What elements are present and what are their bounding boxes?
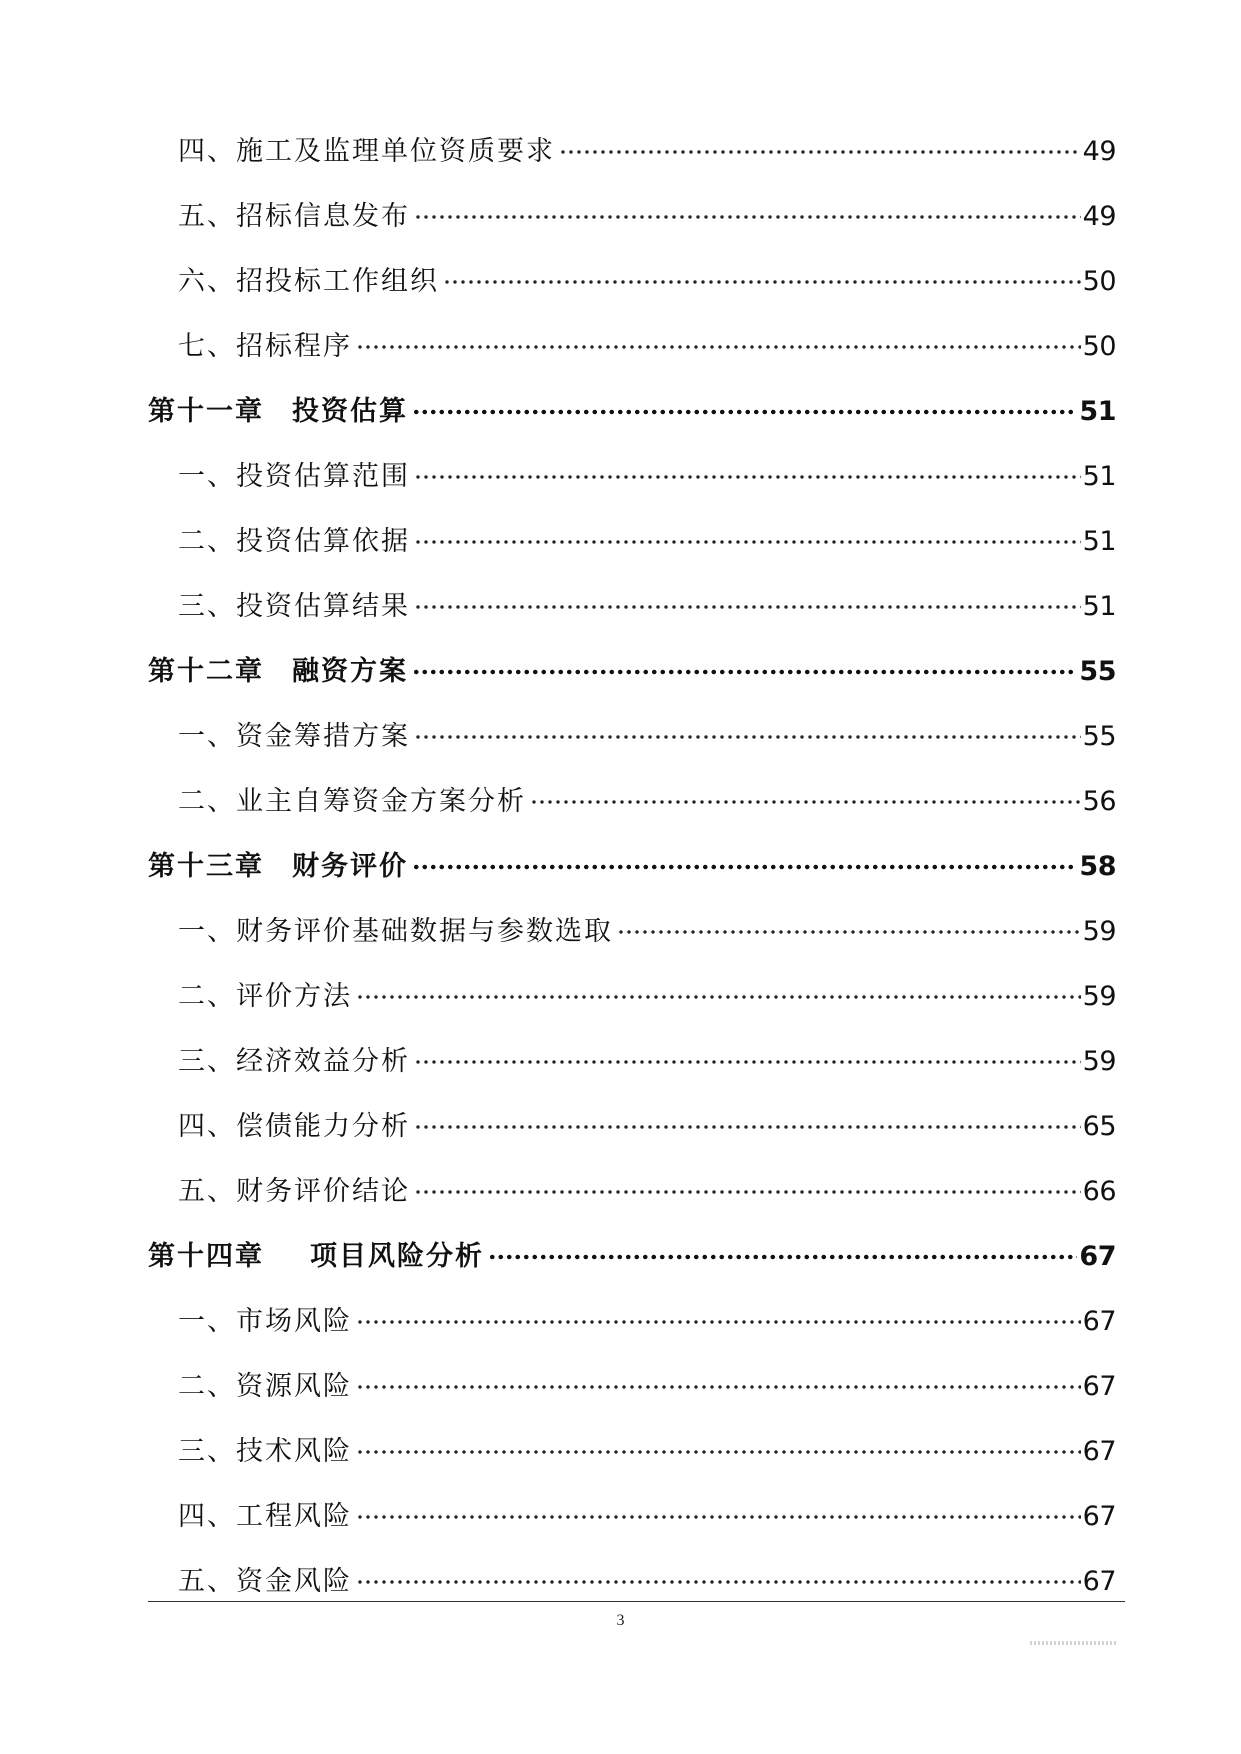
- chapter-title: 融资方案: [292, 656, 408, 687]
- dot-leader: [356, 333, 1081, 360]
- toc-entry-label: 二、投资估算依据: [178, 526, 410, 557]
- toc-entry[interactable]: [148, 1159, 1116, 1224]
- toc-entry[interactable]: [148, 1549, 1116, 1614]
- dot-leader: [356, 1438, 1081, 1465]
- dot-leader: [559, 138, 1081, 165]
- dot-leader: [414, 1048, 1081, 1075]
- toc-chapter-page: 67: [1079, 1241, 1116, 1272]
- toc-entry-page: 67: [1082, 1436, 1116, 1467]
- toc-entry[interactable]: [148, 1484, 1116, 1549]
- toc-entry[interactable]: [148, 314, 1116, 379]
- chapter-number: 第十四章: [148, 1241, 264, 1272]
- toc-entry[interactable]: [148, 704, 1116, 769]
- toc-entry[interactable]: [148, 574, 1116, 639]
- toc-entry[interactable]: [148, 249, 1116, 314]
- dot-leader: [356, 1568, 1081, 1595]
- toc-entry-page: 49: [1082, 201, 1116, 232]
- toc-entry-label: 一、资金筹措方案: [178, 721, 410, 752]
- dot-leader: [530, 788, 1081, 815]
- toc-entry-label: 二、资源风险: [178, 1371, 352, 1402]
- toc-entry-page: 59: [1082, 916, 1116, 947]
- toc-entry-page: 67: [1082, 1501, 1116, 1532]
- dot-leader: [356, 983, 1081, 1010]
- dot-leader: [412, 658, 1077, 685]
- toc-entry-label: 七、招标程序: [178, 331, 352, 362]
- dot-leader: [488, 1243, 1077, 1270]
- dot-leader: [414, 723, 1081, 750]
- toc-entry-label: 二、业主自筹资金方案分析: [178, 786, 526, 817]
- dot-leader: [414, 593, 1081, 620]
- dot-leader: [412, 398, 1077, 425]
- dot-leader: [414, 203, 1081, 230]
- dot-leader: [356, 1373, 1081, 1400]
- footer-divider: [148, 1601, 1125, 1602]
- toc-entry-label: 四、工程风险: [178, 1501, 352, 1532]
- chapter-number: 第十三章: [148, 851, 264, 882]
- toc-entry-label: 五、招标信息发布: [178, 201, 410, 232]
- dot-leader: [414, 1113, 1081, 1140]
- toc-entry-page: 65: [1082, 1111, 1116, 1142]
- toc-entry-page: 66: [1082, 1176, 1116, 1207]
- dot-leader: [412, 853, 1077, 880]
- toc-entry-label: 一、投资估算范围: [178, 461, 410, 492]
- toc-entry-page: 67: [1082, 1566, 1116, 1597]
- toc-chapter-label: [148, 398, 408, 425]
- chapter-title: 项目风险分析: [310, 1241, 484, 1272]
- footer-watermark: [1030, 1641, 1118, 1645]
- toc-entry-page: 59: [1082, 1046, 1116, 1077]
- toc-entry-label: 一、市场风险: [178, 1306, 352, 1337]
- toc-entry[interactable]: [148, 444, 1116, 509]
- toc-entry[interactable]: [148, 1354, 1116, 1419]
- toc-entry-label: 四、施工及监理单位资质要求: [178, 136, 555, 167]
- toc-entry[interactable]: [148, 899, 1116, 964]
- toc-entry-page: 50: [1082, 331, 1116, 362]
- toc-entry-page: 59: [1082, 981, 1116, 1012]
- dot-leader: [414, 528, 1081, 555]
- toc-entry-label: 一、财务评价基础数据与参数选取: [178, 916, 613, 947]
- toc-chapter-page: 51: [1079, 396, 1116, 427]
- toc-entry[interactable]: [148, 509, 1116, 574]
- toc-entry-label: 三、技术风险: [178, 1436, 352, 1467]
- dot-leader: [414, 463, 1081, 490]
- toc-entry-page: 51: [1082, 526, 1116, 557]
- dot-leader: [443, 268, 1081, 295]
- toc-entry[interactable]: [148, 769, 1116, 834]
- toc-entry-page: 56: [1082, 786, 1116, 817]
- chapter-number: 第十二章: [148, 656, 264, 687]
- dot-leader: [414, 1178, 1081, 1205]
- toc-chapter-entry[interactable]: [148, 1224, 1116, 1289]
- toc-entry-page: 67: [1082, 1371, 1116, 1402]
- toc-chapter-label: [148, 658, 408, 685]
- page-number: 3: [616, 1612, 625, 1629]
- toc-entry-page: 51: [1082, 591, 1116, 622]
- toc-entry-page: 67: [1082, 1306, 1116, 1337]
- dot-leader: [617, 918, 1081, 945]
- dot-leader: [356, 1503, 1081, 1530]
- toc-chapter-label: [148, 853, 408, 880]
- table-of-contents: [148, 119, 1116, 1614]
- toc-entry-label: 五、财务评价结论: [178, 1176, 410, 1207]
- toc-entry-page: 49: [1082, 136, 1116, 167]
- toc-chapter-entry[interactable]: [148, 834, 1116, 899]
- toc-entry-label: 四、偿债能力分析: [178, 1111, 410, 1142]
- toc-entry-label: 二、评价方法: [178, 981, 352, 1012]
- toc-chapter-page: 55: [1079, 656, 1116, 687]
- toc-chapter-label: [148, 1243, 484, 1270]
- toc-entry[interactable]: [148, 184, 1116, 249]
- toc-entry-page: 51: [1082, 461, 1116, 492]
- toc-entry-page: 55: [1082, 721, 1116, 752]
- toc-entry-label: 六、招投标工作组织: [178, 266, 439, 297]
- toc-entry-label: 三、经济效益分析: [178, 1046, 410, 1077]
- dot-leader: [356, 1308, 1081, 1335]
- chapter-title: 投资估算: [292, 396, 408, 427]
- toc-chapter-page: 58: [1079, 851, 1116, 882]
- toc-entry-label: 三、投资估算结果: [178, 591, 410, 622]
- toc-entry-page: 50: [1082, 266, 1116, 297]
- toc-entry[interactable]: [148, 964, 1116, 1029]
- toc-entry[interactable]: [148, 1419, 1116, 1484]
- chapter-number: 第十一章: [148, 396, 264, 427]
- toc-entry[interactable]: [148, 1094, 1116, 1159]
- toc-entry-label: 五、资金风险: [178, 1566, 352, 1597]
- chapter-title: 财务评价: [292, 851, 408, 882]
- toc-entry[interactable]: [148, 1029, 1116, 1094]
- toc-entry[interactable]: [148, 1289, 1116, 1354]
- toc-entry[interactable]: [148, 119, 1116, 184]
- toc-chapter-entry[interactable]: [148, 379, 1116, 444]
- toc-chapter-entry[interactable]: [148, 639, 1116, 704]
